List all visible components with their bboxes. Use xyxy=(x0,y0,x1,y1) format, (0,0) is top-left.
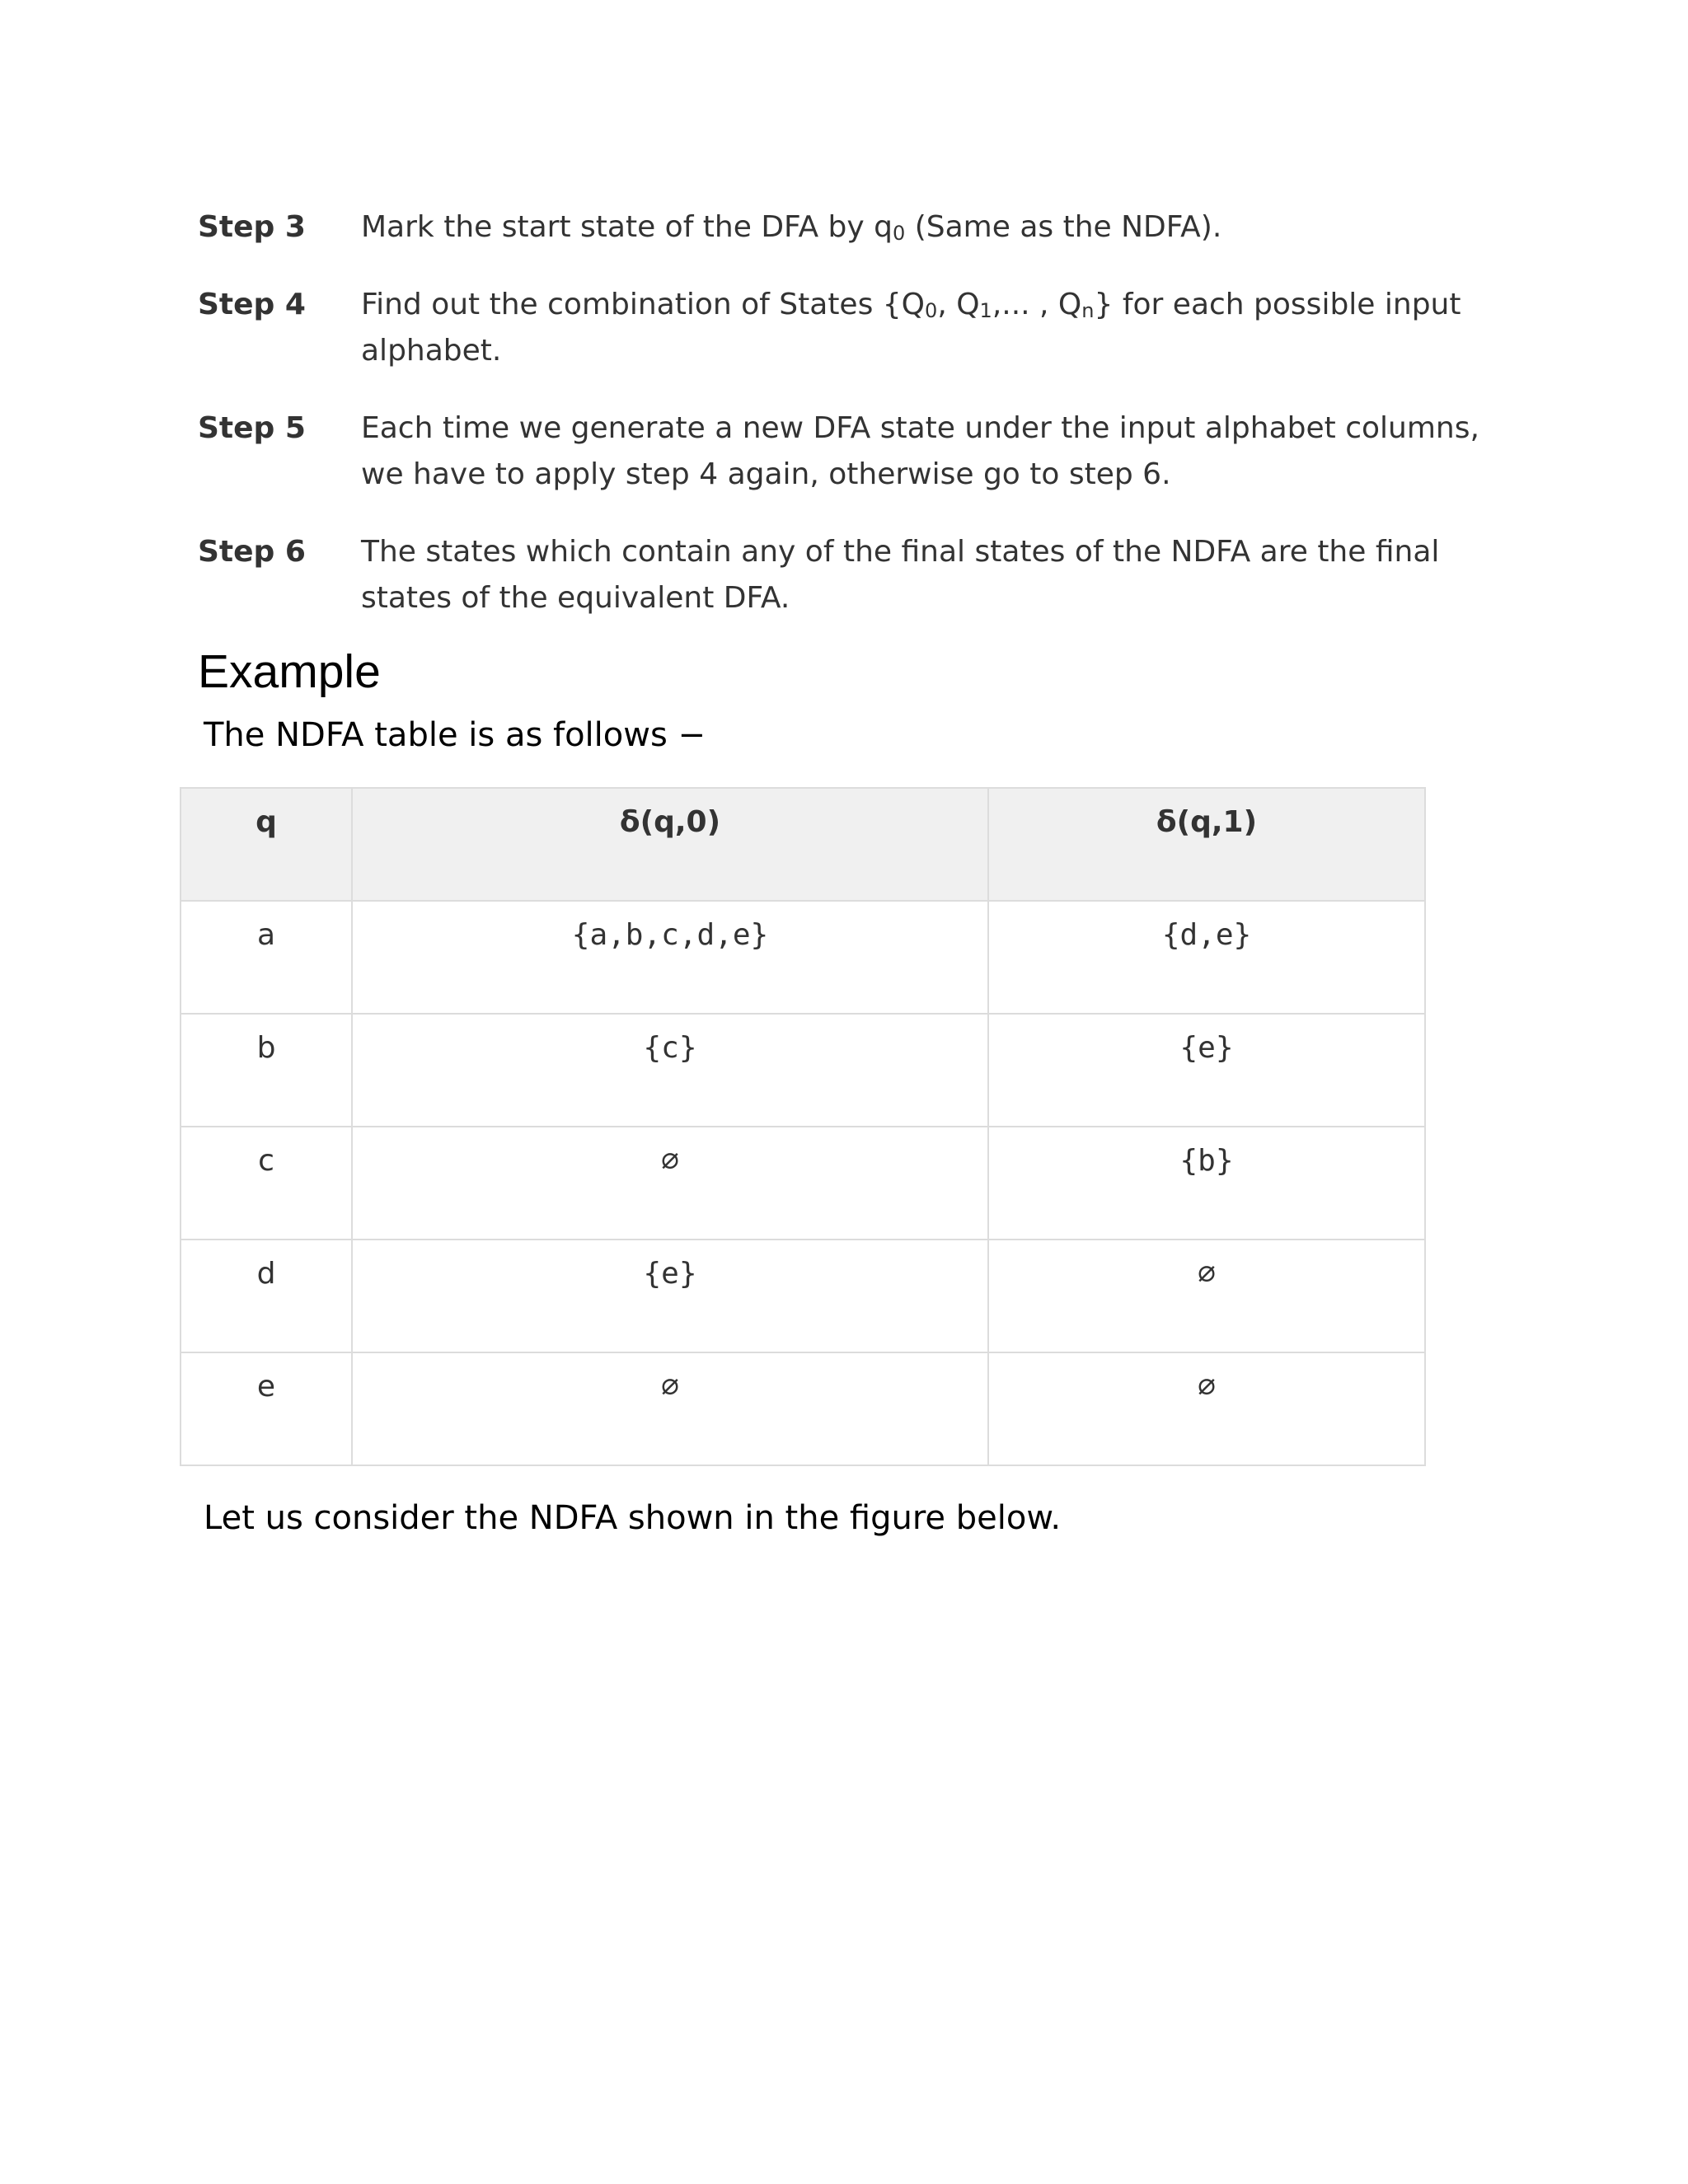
step-4 xyxy=(198,282,1484,374)
step-text: The states which contain any of the final states of the NDFA are the final states of the equivalent DFA. xyxy=(361,535,1440,615)
header-q: q xyxy=(181,788,352,901)
table-row xyxy=(181,1352,1425,1465)
step-3 xyxy=(198,204,1484,251)
delta-0-cell: ∅ xyxy=(352,1352,988,1465)
step-6 xyxy=(198,529,1484,621)
header-delta-0: δ(q,0) xyxy=(352,788,988,901)
step-5 xyxy=(198,405,1484,498)
figure-intro: Let us consider the NDFA shown in the figure below. xyxy=(204,1499,1062,1537)
state-cell: d xyxy=(181,1240,352,1352)
step-text: Mark the start state of the DFA by q0 (Same as the NDFA). xyxy=(361,210,1222,245)
delta-1-cell: {b} xyxy=(988,1127,1425,1240)
step-label: Step 5 xyxy=(198,411,306,445)
steps-list xyxy=(198,204,1484,653)
table-row xyxy=(181,901,1425,1014)
header-delta-1: δ(q,1) xyxy=(988,788,1425,901)
delta-0-cell: ∅ xyxy=(352,1127,988,1240)
delta-1-cell: {e} xyxy=(988,1014,1425,1127)
delta-0-cell: {e} xyxy=(352,1240,988,1352)
table-row xyxy=(181,1127,1425,1240)
state-cell: e xyxy=(181,1352,352,1465)
table-row xyxy=(181,1014,1425,1127)
step-text: Find out the combination of States {Q0, Q1,... , Qn} for each possible input alphabet. xyxy=(361,288,1461,368)
delta-0-cell: {c} xyxy=(352,1014,988,1127)
step-text: Each time we generate a new DFA state under the input alphabet columns, we have to apply step 4 again, otherwise go to step 6. xyxy=(361,411,1479,491)
state-cell: b xyxy=(181,1014,352,1127)
step-label: Step 6 xyxy=(198,535,306,569)
delta-1-cell: {d,e} xyxy=(988,901,1425,1014)
table-header-row xyxy=(181,788,1425,901)
table-intro: The NDFA table is as follows − xyxy=(204,716,706,754)
delta-0-cell: {a,b,c,d,e} xyxy=(352,901,988,1014)
ndfa-table xyxy=(180,787,1426,1466)
state-cell: c xyxy=(181,1127,352,1240)
table-row xyxy=(181,1240,1425,1352)
step-label: Step 3 xyxy=(198,210,306,244)
delta-1-cell: ∅ xyxy=(988,1352,1425,1465)
delta-1-cell: ∅ xyxy=(988,1240,1425,1352)
state-cell: a xyxy=(181,901,352,1014)
section-heading: Example xyxy=(198,645,381,698)
step-label: Step 4 xyxy=(198,288,306,321)
